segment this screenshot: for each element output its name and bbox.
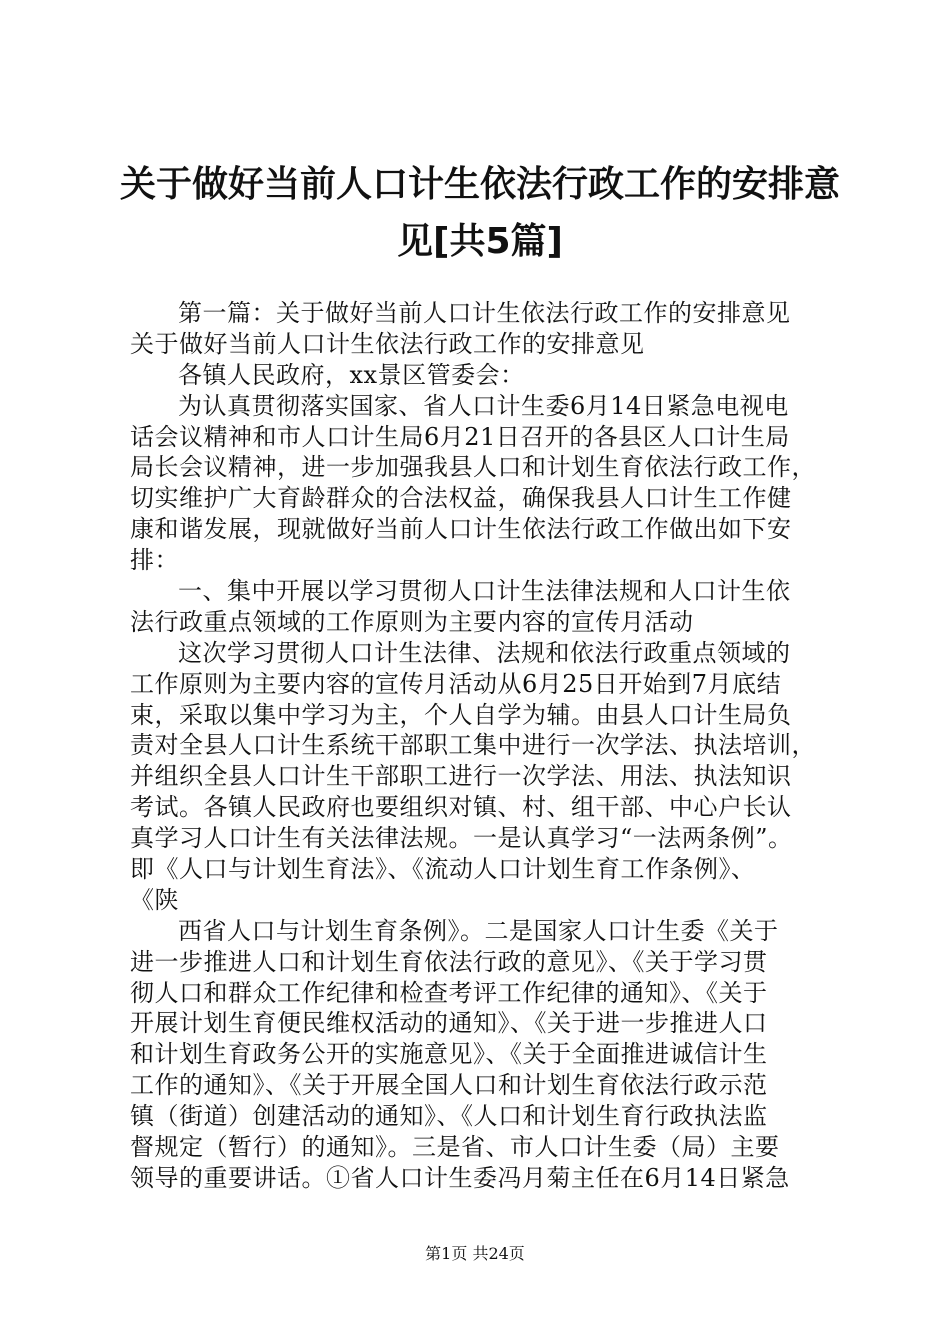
body-line: 第一篇：关于做好当前人口计生依法行政工作的安排意见 [178,299,791,327]
body-line: 束，采取以集中学习为主，个人自学为辅。由县人口计生局负 [130,700,792,729]
document-title-line-2: 见[共5篇] [397,221,563,262]
body-line: 考试。各镇人民政府也要组织对镇、村、组干部、中心户长认 [130,793,792,822]
body-line: 法行政重点领域的工作原则为主要内容的宣传月活动 [130,607,694,636]
body-line: 这次学习贯彻人口计生法律、法规和依法行政重点领域的 [178,638,791,667]
body-line: 排： [130,546,179,575]
body-line: 关于做好当前人口计生依法行政工作的安排意见 [130,329,645,358]
body-line: 开展计划生育便民维权活动的通知》、《关于进一步推进人口 [130,1009,768,1038]
body-line: 康和谐发展，现就做好当前人口计生依法行政工作做出如下安 [130,515,792,544]
body-line: 话会议精神和市人口计生局6月21日召开的各县区人口计生局 [130,422,790,451]
body-line: 局长会议精神，进一步加强我县人口和计划生育依法行政工作， [130,453,816,482]
body-line: 镇（街道）创建活动的通知》、《人口和计划生育行政执法监 [130,1102,768,1131]
body-line: 一、集中开展以学习贯彻人口计生法律法规和人口计生依 [178,577,791,606]
body-line: 领导的重要讲话。①省人口计生委冯月菊主任在6月14日紧急 [130,1163,790,1192]
body-line: 各镇人民政府，xx景区管委会： [178,360,525,389]
body-line: 和计划生育政务公开的实施意见》、《关于全面推进诚信计生 [130,1040,768,1069]
body-line: 责对全县人口计生系统干部职工集中进行一次学法、执法培训， [130,731,816,760]
body-line: 督规定（暂行）的通知》。三是省、市人口计生委（局）主要 [130,1133,780,1162]
body-line: 彻人口和群众工作纪律和检查考评工作纪律的通知》、《关于 [130,978,768,1007]
page-number-footer: 第1页 共24页 [425,1244,525,1263]
body-line: 为认真贯彻落实国家、省人口计生委6月14日紧急电视电 [178,391,789,420]
body-line: 切实维护广大育龄群众的合法权益，确保我县人口计生工作健 [130,484,792,513]
body-line: 真学习人口计生有关法律法规。一是认真学习“一法两条例”。 [130,824,793,853]
body-line: 进一步推进人口和计划生育依法行政的意见》、《关于学习贯 [130,947,768,976]
body-line: 并组织全县人口计生干部职工进行一次学法、用法、执法知识 [130,762,792,791]
document-title-line-1: 关于做好当前人口计生依法行政工作的安排意 [120,164,841,205]
body-line: 西省人口与计划生育条例》。二是国家人口计生委《关于 [178,916,779,945]
body-line: 即《人口与计划生育法》、《流动人口计划生育工作条例》、 [130,855,756,884]
body-line: 工作的通知》、《关于开展全国人口和计划生育依法行政示范 [130,1071,768,1100]
document-body [130,298,840,1194]
body-line: 《陕 [130,885,179,914]
body-line: 工作原则为主要内容的宣传月活动从6月25日开始到7月底结 [130,669,782,698]
